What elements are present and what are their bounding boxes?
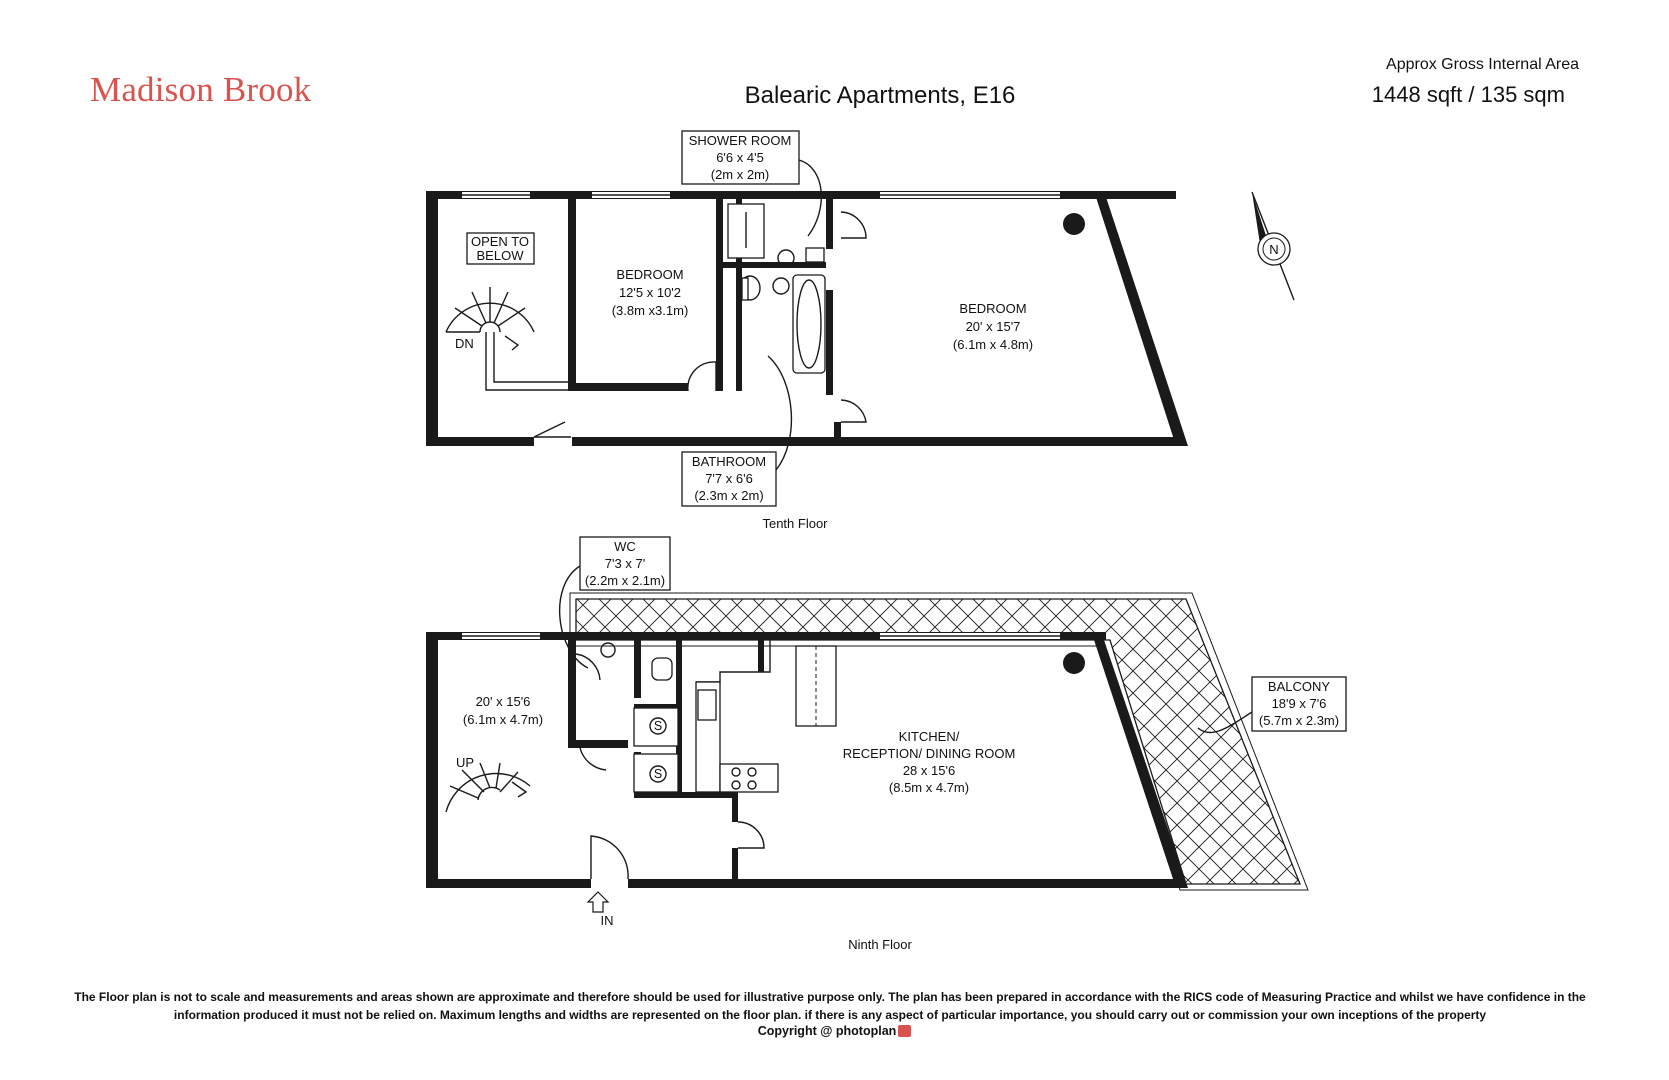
gross-area-label: Approx Gross Internal Area [1386,56,1579,73]
copyright-line [0,1024,1669,1038]
kitchen-name-2: RECEPTION/ DINING ROOM [842,746,1016,761]
wc-metric: (2.2m x 2.1m) [584,573,666,588]
storage-symbol-2: S [653,767,663,781]
bedroom2-name: BEDROOM [959,301,1027,316]
copyright-brand: photoplan [835,1024,897,1038]
photoplan-logo-icon [898,1025,911,1037]
spiral-stair-up [446,763,530,812]
bedroom1-name: BEDROOM [616,267,684,282]
disclaimer-text: The Floor plan is not to scale and measurements and areas shown are approximate and therefore should be used for illustrative purpose only. The plan has been prepared in accordance with the RICS code of Measuring Practice and whilst we have confidence in the information produced it must not be relied on. Maximum lengths and widths are represented on the floor plan. if there is any aspect of particular importance, you should carry out or commission your own inceptions of the property [74,990,1586,1022]
open-to-below-label-1: OPEN TO [470,234,530,249]
wc-name: WC [614,539,636,554]
kitchen-name-1: KITCHEN/ [898,729,960,744]
shower-room-imperial: 6'6 x 4'5 [716,150,764,165]
open-to-below-label-2: BELOW [476,248,524,263]
shower-room-name: SHOWER ROOM [688,133,792,148]
balcony-name: BALCONY [1267,679,1331,694]
gross-area-value: 1448 sqft / 135 sqm [1371,82,1565,107]
compass-north-label: N [1269,242,1279,257]
bathroom-name: BATHROOM [691,454,767,469]
bathroom-imperial: 7'7 x 6'6 [705,471,753,486]
page-title: Balearic Apartments, E16 [744,82,1016,109]
copyright-prefix: Copyright @ [757,1024,836,1038]
entrance-room-imperial: 20' x 15'6 [475,694,531,709]
entrance-room-metric: (6.1m x 4.7m) [462,712,544,727]
wc-imperial: 7'3 x 7' [604,556,646,571]
tenth-floor-caption: Tenth Floor [762,516,828,531]
bedroom1-imperial: 12'5 x 10'2 [618,285,682,300]
bathroom-metric: (2.3m x 2m) [694,488,764,503]
bedroom2-imperial: 20' x 15'7 [965,319,1021,334]
north-compass-icon [1252,192,1294,300]
brand-logo: Madison Brook [90,70,312,109]
ninth-floor-caption: Ninth Floor [848,937,912,952]
balcony-metric: (5.7m x 2.3m) [1258,713,1340,728]
entry-in-label: IN [600,913,614,928]
stairs-dn-label: DN [455,336,474,351]
kitchen-imperial: 28 x 15'6 [902,763,956,778]
tenth-floor-plan [426,131,1188,531]
kitchen-metric: (8.5m x 4.7m) [888,780,970,795]
storage-symbol-1: S [653,719,663,733]
ninth-floor-plan [426,537,1346,952]
bedroom2-metric: (6.1m x 4.8m) [952,337,1034,352]
bedroom1-metric: (3.8m x3.1m) [611,303,689,318]
balcony-imperial: 18'9 x 7'6 [1271,696,1327,711]
shower-room-metric: (2m x 2m) [710,167,770,182]
stairs-up-label: UP [456,755,475,770]
